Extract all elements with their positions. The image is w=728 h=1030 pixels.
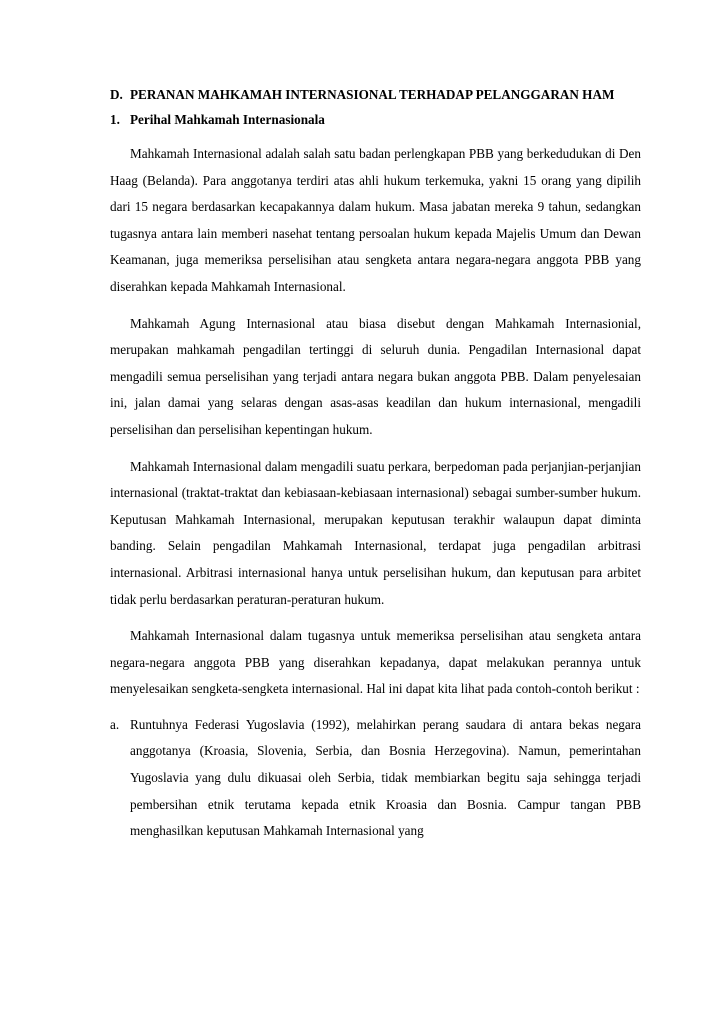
- paragraph: Mahkamah Internasional dalam tugasnya untuk memeriksa perselisihan atau sengketa antara negara-negara anggota PBB yang diserahkan kepadanya, dapat melakukan perannya untuk menyelesaikan sengketa-sengketa internasional. Hal ini dapat kita lihat pada contoh-contoh berikut :: [110, 628, 641, 697]
- list-marker: a.: [110, 716, 120, 732]
- paragraph: Mahkamah Internasional adalah salah satu badan perlengkapan PBB yang berkedudukan di Den Haag (Belanda). Para anggotanya terdiri atas ahli hukum terkemuka, yakni 15 orang yang dipilih dari 15 negara berdasarkan kecapakannya dalam hukum. Masa jabatan mereka 9 tahun, sedangkan tugasnya antara lain memberi nasehat tentang persoalan hukum kepada Majelis Umum dan Dewan Keamanan, juga memeriksa perselisihan atau sengketa antara negara-negara anggota PBB yang diserahkan kepada Mahkamah Internasional.: [110, 146, 641, 294]
- list-item: [110, 712, 641, 845]
- subsection-marker: 1.: [110, 112, 120, 127]
- subsection-title: Perihal Mahkamah Internasionala: [130, 112, 325, 127]
- paragraph: Mahkamah Agung Internasional atau biasa disebut dengan Mahkamah Internasionial, merupakan mahkamah pengadilan tertinggi di seluruh dunia. Pengadilan Internasional dapat mengadili semua perselisihan yang terjadi antara negara bukan anggota PBB. Dalam penyelesaian ini, jalan damai yang selaras dengan asas-asas keadilan dan hukum internasional, mengadili perselisihan dan perselisihan kepentingan hukum.: [110, 315, 641, 437]
- subsection-heading: [110, 107, 641, 132]
- section-title: PERANAN MAHKAMAH INTERNASIONAL TERHADAP PELANGGARAN HAM: [130, 87, 615, 102]
- section-marker: D.: [110, 87, 123, 102]
- list-text: Runtuhnya Federasi Yugoslavia (1992), melahirkan perang saudara di antara bekas negara anggotanya (Kroasia, Slovenia, Serbia, dan Bosnia Herzegovina). Namun, pemerintahan Yugoslavia yang dulu dikuasai oleh Serbia, tidak membiarkan begitu saja sehingga terjadi pembersihan etnik terutama kepada etnik Kroasia dan Bosnia. Campur tangan PBB menghasilkan keputusan Mahkamah Internasional yang: [130, 716, 641, 839]
- paragraph: Mahkamah Internasional dalam mengadili suatu perkara, berpedoman pada perjanjian-perjanjian internasional (traktat-traktat dan kebiasaan-kebiasaan internasional) sebagai sumber-sumber hukum. Keputusan Mahkamah Internasional, merupakan keputusan terakhir walaupun dapat diminta banding. Selain pengadilan Mahkamah Internasional, terdapat juga pengadilan arbitrasi internasional. Arbitrasi internasional hanya untuk perselisihan hukum, dan keputusan para arbitet tidak perlu berdasarkan peraturan-peraturan hukum.: [110, 458, 641, 607]
- document-body: [110, 82, 641, 845]
- section-heading: [110, 82, 641, 107]
